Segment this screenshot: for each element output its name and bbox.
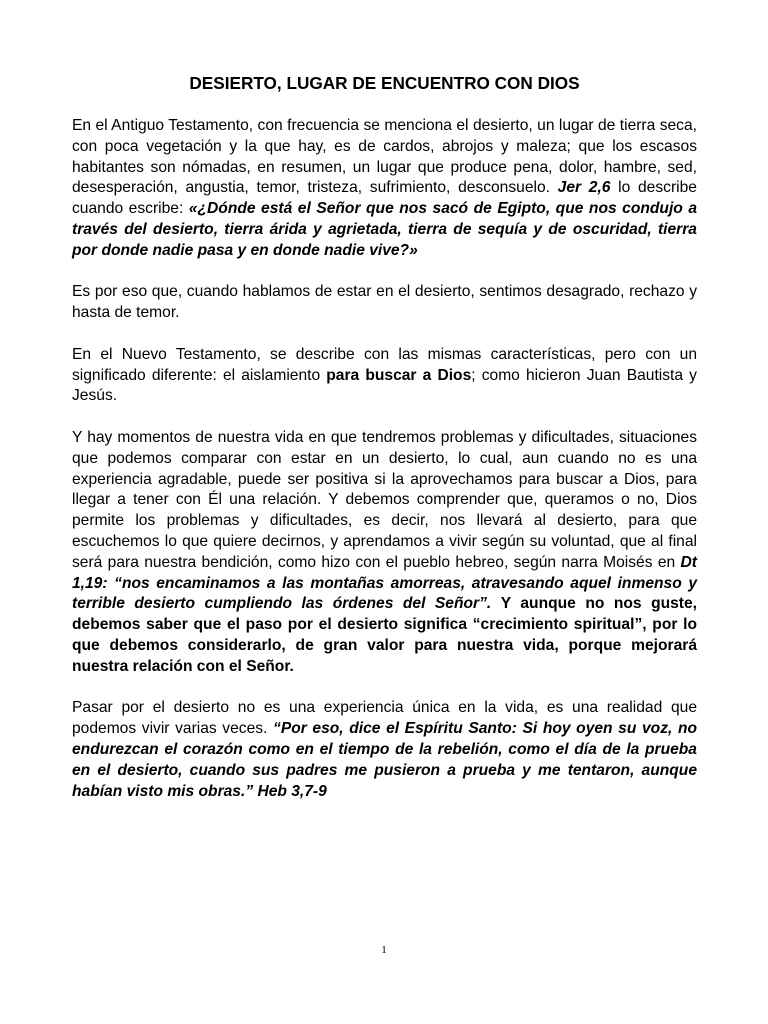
paragraph-text: En el Nuevo Testamento, se describe con las mismas características, pero con un significado diferente: el aislamiento xyxy=(72,345,697,384)
paragraph-desagrado: Es por eso que, cuando hablamos de estar en el desierto, sentimos desagrado, rechazo y hasta de temor. xyxy=(72,283,697,322)
scripture-quote: «¿Dónde está el Señor que nos sacó de Egipto, que nos condujo a través del desierto, tierra árida y agrietada, tierra de sequía y de oscuridad, tierra por donde nadie pasa y en donde nadie vive?» xyxy=(72,200,697,259)
emphasis-text: para buscar a Dios xyxy=(326,366,472,384)
page-number: 1 xyxy=(381,944,387,956)
emphasis-text: Y aunque no nos guste, debemos saber que el paso por el desierto significa “crecimiento spiritual”, por lo que debemos considerarlo, de gran valor para nuestra vida, porque mejorará nuestra relación con el Señor. xyxy=(72,595,698,675)
paragraph-text: Y hay momentos de nuestra vida en que tendremos problemas y dificultades, situaciones que podemos comparar con estar en un desierto, lo cual, aun cuando no es una experiencia agradable, puede ser positiva si la aprovechamos para buscar a Dios, para llegar a tener con Él una relación. Y debemos comprender que, queramos o no, Dios permite los problemas y dificultades, es decir, nos llevará al desierto, para que escuchemos lo que quiere decirnos, y aprendamos a vivir según su voluntad, que al final será para nuestra bendición, como hizo con el pueblo hebreo, según narra Moisés en xyxy=(72,428,697,571)
scripture-quote: “Por eso, dice el Espíritu Santo: Si hoy oyen su voz, no endurezcan el corazón como en el tiempo de la rebelión, como el día de la prueba en el desierto, cuando sus padres me pusieron a prueba y me tentaron, aunque habían visto mis obras.” Heb 3,7-9 xyxy=(72,720,697,800)
paragraph-momentos xyxy=(72,428,697,678)
paragraph-antiguo-testamento xyxy=(72,116,697,262)
document-page xyxy=(72,70,697,823)
paragraph-text: ; como hicieron Juan Bautista y Jesús. xyxy=(72,366,697,405)
paragraph-pasar xyxy=(72,698,697,802)
paragraph-text: Pasar por el desierto no es una experiencia única en la vida, es una realidad que podemos vivir varias veces. xyxy=(72,699,697,738)
scripture-quote: Dt 1,19: “nos encaminamos a las montañas amorreas, atravesando aquel inmenso y terrible desierto cumpliendo las órdenes del Señor”. xyxy=(72,553,697,613)
paragraph-nuevo-testamento xyxy=(72,345,697,407)
document-title: DESIERTO, LUGAR DE ENCUENTRO CON DIOS xyxy=(189,73,580,93)
paragraph-text: En el Antiguo Testamento, con frecuencia se menciona el desierto, un lugar de tierra seca, con poca vegetación y la que hay, es de cardos, abrojos y maleza; que los escasos habitantes son nómadas, en resumen, un lugar que produce pena, dolor, hambre, sed, desesperación, angustia, temor, tristeza, sufrimiento, desconsuelo. xyxy=(72,117,697,197)
scripture-reference: Jer 2,6 xyxy=(557,179,611,197)
paragraph-text: lo describe cuando escribe: xyxy=(72,179,697,218)
